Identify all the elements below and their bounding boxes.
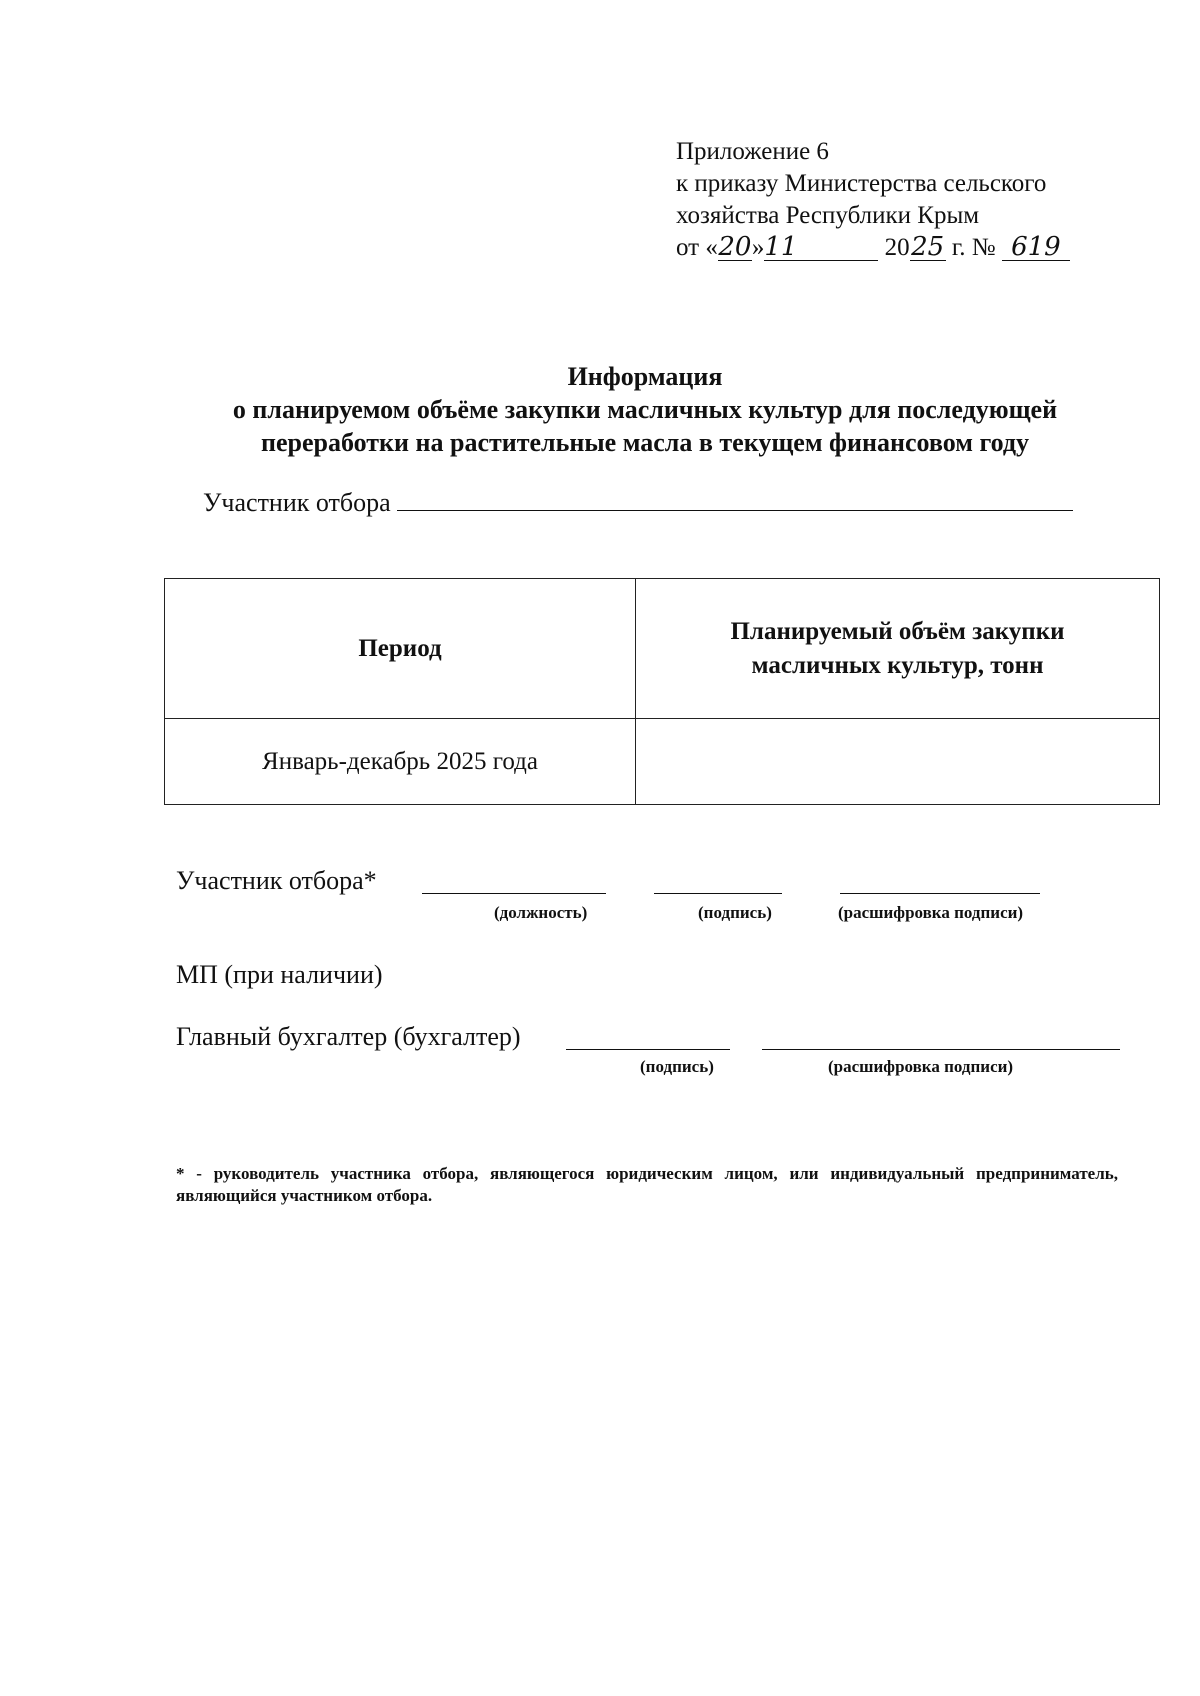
- cell-period: Январь-декабрь 2025 года: [165, 719, 636, 805]
- accountant-label: Главный бухгалтер (бухгалтер): [176, 1022, 521, 1051]
- title-line-2: о планируемом объёме закупки масличных культур для последующей: [232, 395, 1058, 424]
- table-header-row: [165, 579, 1160, 719]
- position-line: [422, 893, 606, 894]
- footnote: * - руководитель участника отбора, являющегося юридическим лицом, или индивидуальный предприниматель, являющийся участником отбора.: [176, 1164, 1118, 1205]
- caption-decoding: (расшифровка подписи): [838, 903, 1024, 922]
- year-prefix: 20: [884, 234, 910, 261]
- header-period: Период: [165, 579, 636, 719]
- accountant-signature-line: [566, 1049, 730, 1050]
- title-line-1: Информация: [567, 362, 723, 391]
- appendix-block: [676, 136, 1146, 264]
- title-line-3: переработки на растительные масла в текущем финансовом году: [260, 428, 1029, 457]
- purchase-table: [164, 578, 1160, 805]
- stamp-label: МП (при наличии): [176, 960, 383, 989]
- signature-line: [654, 893, 782, 894]
- accountant-decoding-line: [762, 1049, 1120, 1050]
- date-prefix: от «: [676, 234, 718, 261]
- date-month: 11: [764, 234, 878, 261]
- header-volume-text: Планируемый объём закупки масличных культур, тонн: [730, 617, 1065, 679]
- document-title: [150, 360, 1140, 459]
- year-suffix: 25: [911, 232, 945, 262]
- caption-position: (должность): [494, 903, 588, 922]
- caption-signature: (подпись): [698, 903, 772, 922]
- order-number: 619: [1002, 234, 1070, 261]
- appendix-line-2: к приказу Министерства сельского: [676, 170, 1047, 197]
- accountant-caption-signature: (подпись): [640, 1057, 714, 1076]
- participant-field: [203, 488, 1073, 518]
- participant-blank: [397, 490, 1073, 511]
- year-after: г. №: [945, 234, 996, 261]
- header-volume: [636, 579, 1160, 719]
- participant-label: Участник отбора: [203, 488, 391, 517]
- date-day: 20: [718, 232, 752, 262]
- date-quote-close: »: [751, 234, 765, 261]
- appendix-date-line: [676, 232, 1146, 264]
- cell-volume: [636, 719, 1160, 805]
- appendix-line-3: хозяйства Республики Крым: [676, 202, 980, 229]
- decoding-line: [840, 893, 1040, 894]
- participant-signature-label: Участник отбора*: [176, 866, 377, 895]
- accountant-caption-decoding: (расшифровка подписи): [828, 1057, 1014, 1076]
- appendix-line-1: Приложение 6: [676, 138, 829, 165]
- table-row: [165, 719, 1160, 805]
